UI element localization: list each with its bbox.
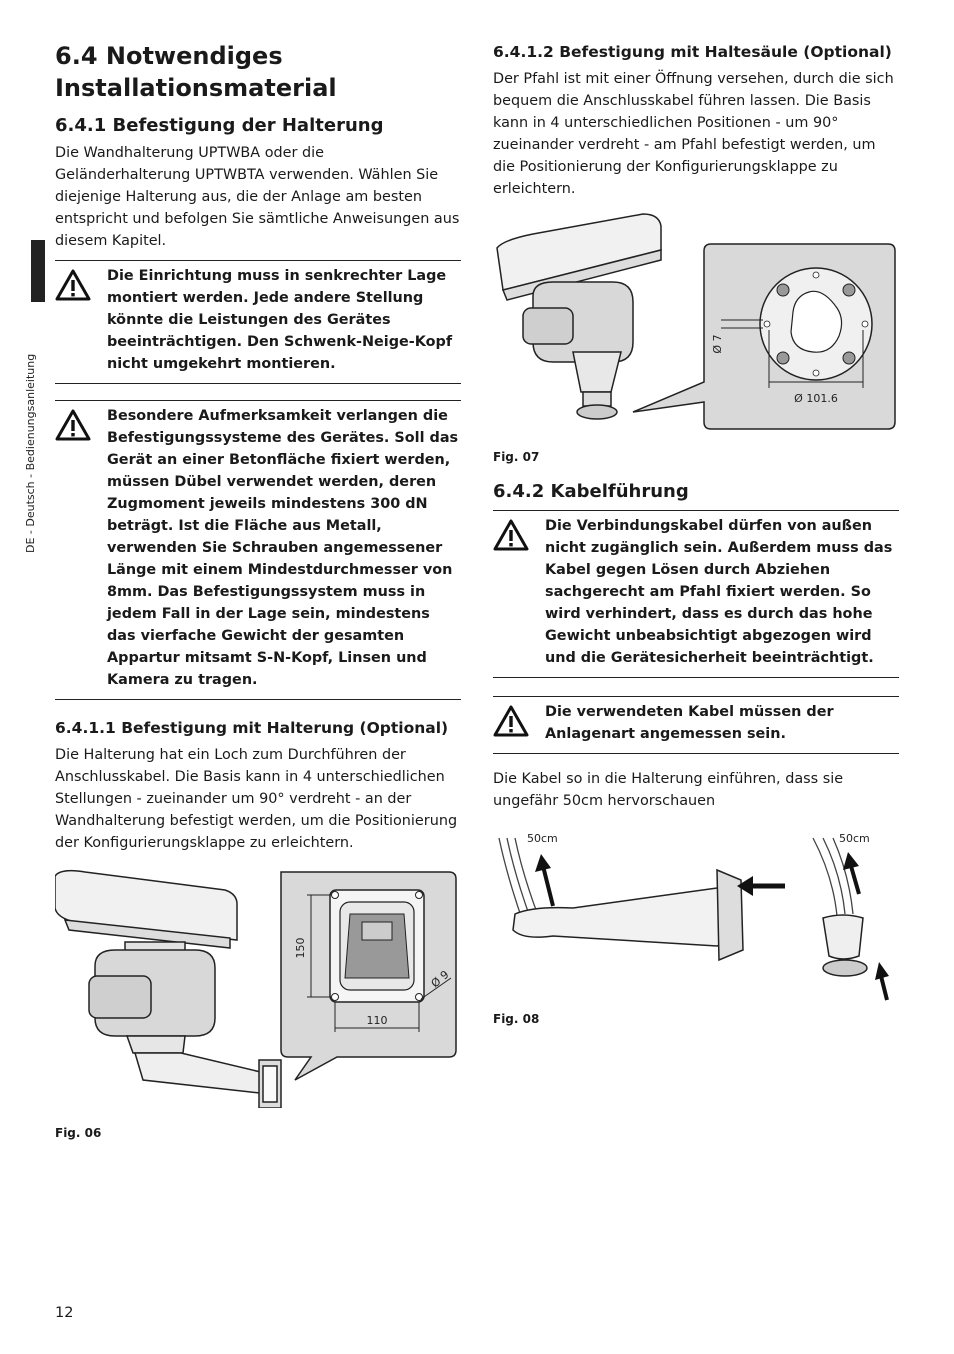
dim-hole: Ø 9 [428, 968, 452, 991]
dim-hole: Ø 7 [711, 334, 724, 354]
subsubsection-title: 6.4.1.1 Befestigung mit Halterung (Optional) [55, 719, 449, 737]
warning-icon [55, 405, 107, 691]
figure-06 [55, 868, 461, 1112]
figure-08 [493, 826, 899, 1010]
warning-icon [493, 701, 545, 745]
cable-length-label-right: 50cm [839, 832, 870, 845]
cable-length-label-left: 50cm [527, 832, 558, 845]
subsection-title: 6.4.2 Kabelführung [493, 481, 689, 502]
pole-paragraph: Der Pfahl ist mit einer Öffnung versehen, durch die sich bequem die Anschlusskabel führen lassen. Die Basis kann in 4 unterschiedlichen Positionen - um 90° zueinander verdreht - am Pfahl befestigt werden, um die Positionierung der Konfigurierungsklappe zu erleichtern. [493, 71, 894, 197]
dim-width: 110 [366, 1014, 388, 1027]
intro-paragraph: Die Wandhalterung UPTWBA oder die Geländerhalterung UPTWBTA verwenden. Wählen Sie diejenige Halterung aus, die der Anlage am besten entspricht und befolgen Sie sämtliche Anweisungen aus diesem Kapitel. [55, 145, 460, 249]
subsection-title: 6.4.1 Befestigung der Halterung [55, 115, 384, 136]
warning-text: Besondere Aufmerksamkeit verlangen die Befestigungssysteme des Gerätes. Soll das Gerät an einer Betonfläche fixiert werden, müssen Dübel verwendet werden, deren Zugmoment jeweils mindestens 300 dN beträgt. Ist die Fläche aus Metall, verwenden Sie Schrauben angemessener Länge mit einem Mindestdurchmesser von 8mm. Das Befestigungssystem muss in jedem Fall in der Lage sein, mindestens das vierfache Gewicht der gesamten Appartur mitsamt S-N-Kopf, Linsen und Kamera zu tragen. [107, 408, 459, 688]
sidebar-label: DE - Deutsch - Bedienungsanleitung [24, 353, 37, 553]
warning-icon [55, 265, 107, 375]
warning-text: Die verwendeten Kabel müssen der Anlagenart angemessen sein. [545, 704, 834, 742]
warning-icon [493, 515, 545, 669]
figure-caption: Fig. 07 [493, 450, 540, 464]
warning-box [55, 400, 461, 700]
dim-diameter: Ø 101.6 [794, 392, 838, 405]
right-column [493, 40, 899, 1026]
section-title: 6.4 Notwendiges Installationsmaterial [55, 42, 337, 102]
dim-height: 150 [294, 937, 307, 959]
warning-box [493, 696, 899, 754]
bracket-paragraph: Die Halterung hat ein Loch zum Durchführen der Anschlusskabel. Die Basis kann in 4 unterschiedlichen Stellungen - zueinander um 90° verdreht - an der Wandhalterung befestigt werden, um die Positionierung der Konfigurierungsklappe zu erleichtern. [55, 747, 458, 851]
figure-07 [493, 212, 899, 448]
sidebar-marker [31, 240, 45, 302]
page-number: 12 [55, 1305, 74, 1321]
cable-paragraph: Die Kabel so in die Halterung einführen, dass sie ungefähr 50cm hervorschauen [493, 771, 844, 809]
warning-text: Die Einrichtung muss in senkrechter Lage montiert werden. Jede andere Stellung könnte die Leistungen des Gerätes beeinträchtigen. Den Schwenk-Neige-Kopf nicht umgekehrt montieren. [107, 268, 453, 372]
figure-caption: Fig. 06 [55, 1126, 102, 1140]
left-column [55, 40, 461, 1140]
figure-caption: Fig. 08 [493, 1012, 540, 1026]
warning-box [493, 510, 899, 678]
warning-box [55, 260, 461, 384]
warning-text: Die Verbindungskabel dürfen von außen nicht zugänglich sein. Außerdem muss das Kabel gegen Lösen durch Abziehen sachgerecht am Pfahl fixiert werden. So wird verhindert, dass es durch das hohe Gewicht unbeabsichtigt abgezogen wird und die Gerätesicherheit beeinträchtigt. [545, 518, 893, 666]
subsubsection-title: 6.4.1.2 Befestigung mit Haltesäule (Optional) [493, 43, 892, 61]
